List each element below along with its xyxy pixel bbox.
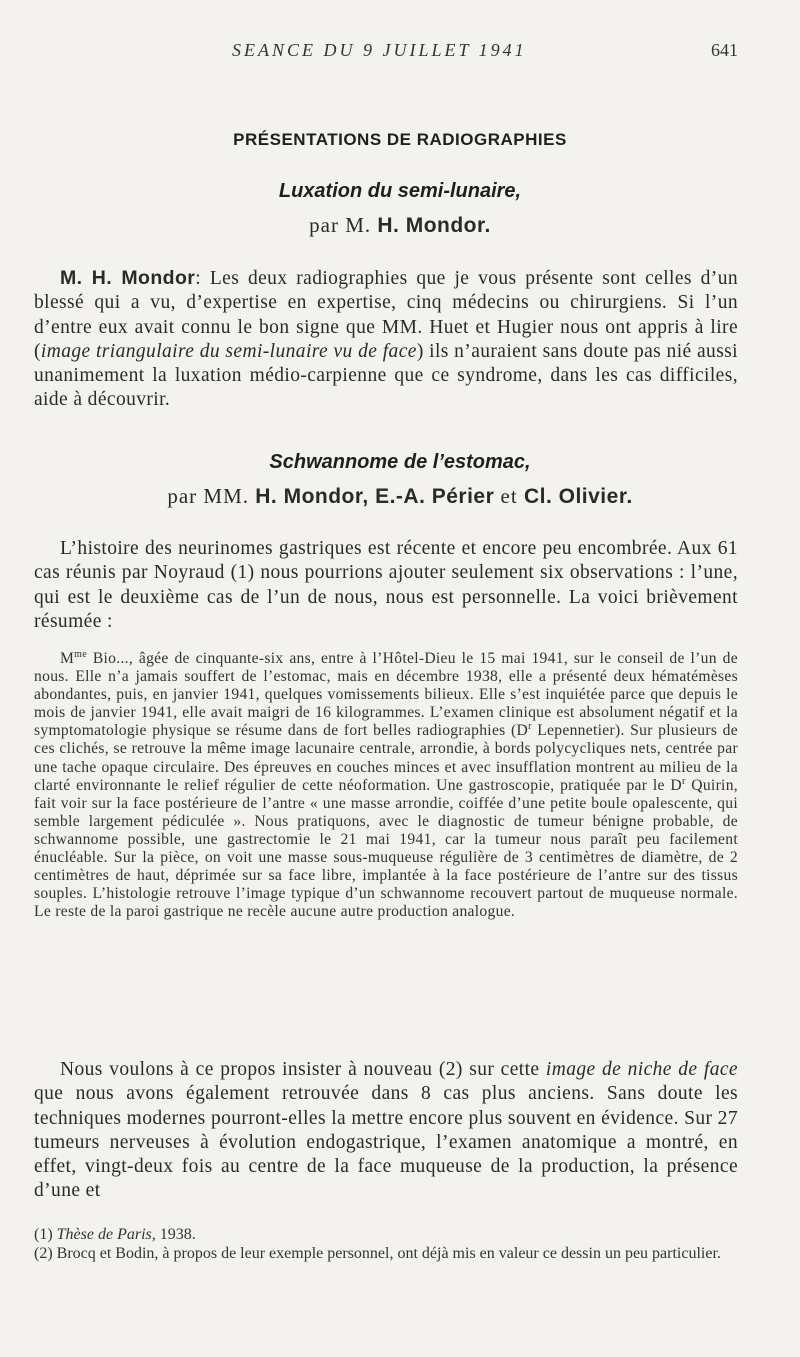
case-report: [34, 650, 738, 921]
superscript: r: [528, 721, 532, 733]
superscript: r: [681, 775, 686, 787]
case-text: Quirin, fait voir sur la face postérieure de l’antre « une masse arrondie, coiffée d’une petite boule opalescente, qui semble largement pédiculée ». Nous pratiquons, avec le diagnostic de tumeur bénigne probable, de schwannome possible, une gastrectomie le 21 mai 1941, car la tumeur nous paraît peu facilement énucléable. Sur la pièce, on voit une masse sous-muqueuse régulière de 3 centimètres de diamètre, de 2 centimètres de haut, déprimée sur sa face libre, implantée à la face postérieure de l’antre sur des tissus souples. L’histologie retrouve l’image typique d’un schwannome recouvert partout de muqueuse normale. Le reste de la paroi gastrique ne recèle aucune autre production analogue.: [34, 776, 738, 921]
footnote-2: [34, 1244, 738, 1263]
byline-prefix: par M.: [309, 213, 372, 237]
paragraph-text: : Les deux radiographies que je vous présente sont celles d’un blessé qui a vu, d’expertise en expertise, cinq médecins ou chirurgiens. Si l’un d’entre eux avait connu le bon signe que MM. Huet et Hugier nous ont appris à lire (: [34, 268, 738, 362]
byline-article-1: [0, 213, 800, 238]
footnotes: [34, 1225, 738, 1263]
paragraph-intro: [34, 537, 738, 634]
byline-authors: Cl. Olivier.: [523, 485, 633, 508]
paragraph-discussion: [34, 1058, 738, 1204]
paragraph-luxation: [34, 266, 738, 413]
paragraph-text: ) ils n’auraient sans doute pas nié aussi unanimement la luxation médio-carpienne que ce syndrome, dans les cas difficiles, aide à découvrir.: [34, 340, 738, 411]
byline-article-2: [0, 484, 800, 509]
footnote-number: (1): [34, 1226, 53, 1243]
article-title-luxation: Luxation du semi-lunaire,: [278, 180, 522, 202]
paragraph-lead: M. H. Mondor: [60, 267, 196, 289]
case-title-m: M: [60, 650, 75, 667]
article-title-schwannome: Schwannome de l’estomac,: [269, 451, 531, 473]
byline-conjunction: et: [500, 484, 518, 508]
paragraph-text: L’histoire des neurinomes gastriques est récente et encore peu encombrée. Aux 61 cas réunis par Noyraud (1) nous pourrions ajouter seulement six observations : l’une, qui est le deuxième cas de l’un de nous, nous est personnelle. La voici brièvement résumée :: [34, 538, 738, 632]
paragraph-italic: image de niche de face: [545, 1059, 738, 1080]
paragraph-text: Nous voulons à ce propos insister à nouveau (2) sur cette: [60, 1059, 546, 1080]
page-header: [0, 40, 800, 64]
section-heading: PRÉSENTATIONS DE RADIOGRAPHIES: [233, 130, 567, 149]
byline-prefix: par MM.: [167, 484, 249, 508]
footnote-number: (2): [34, 1245, 53, 1262]
paragraph-text: que nous avons également retrouvée dans 8 cas plus anciens. Sans doute les techniques modernes pourront-elles la mettre encore plus souvent en évidence. Sur 27 tumeurs nerveuses à évolution endogastrique, l’examen anatomique a montré, en effet, vingt-deux fois au centre de la face muqueuse de la production, la présence d’une et: [34, 1083, 738, 1202]
running-title: SEANCE DU 9 JUILLET 1941: [232, 40, 527, 60]
case-text: Lepennetier). Sur plusieurs de ces clichés, se retrouve la même image lacunaire centrale, arrondie, à bords polycycliques nets, centrée par une tache opaque circulaire. Des épreuves en couches minces et avec insufflation montrent au milieu de la clarté environnante le relief régulier de cette néoformation. Une gastroscopie, pratiquée par le D: [34, 722, 738, 794]
footnote-text: 1938.: [155, 1226, 196, 1243]
superscript: me: [74, 648, 87, 660]
case-text: Bio..., âgée de cinquante-six ans, entre à l’Hôtel-Dieu le 15 mai 1941, sur le conseil de l’un de nous. Elle n’a jamais souffert de l’estomac, mais en décembre 1938, elle a présenté deux hématémèses abondantes, puis, en janvier 1941, quelques vomissements bilieux. Elle s’est inquiétée parce que depuis le mois de janvier 1941, elle avait maigri de 16 kilogrammes. L’examen clinique est absolument négatif et la symptomatologie physique se résume dans de fort belles radiographies (D: [34, 650, 738, 740]
footnote-italic: Thèse de Paris,: [56, 1226, 156, 1243]
footnote-text: Brocq et Bodin, à propos de leur exemple personnel, ont déjà mis en valeur ce dessin un peu particulier.: [52, 1245, 721, 1262]
byline-authors: H. Mondor, E.-A. Périer: [255, 485, 495, 508]
page-number: 641: [711, 40, 738, 60]
paragraph-italic: image triangulaire du semi-lunaire vu de face: [40, 340, 417, 362]
footnote-1: [34, 1225, 738, 1244]
byline-authors: H. Mondor.: [377, 214, 491, 237]
